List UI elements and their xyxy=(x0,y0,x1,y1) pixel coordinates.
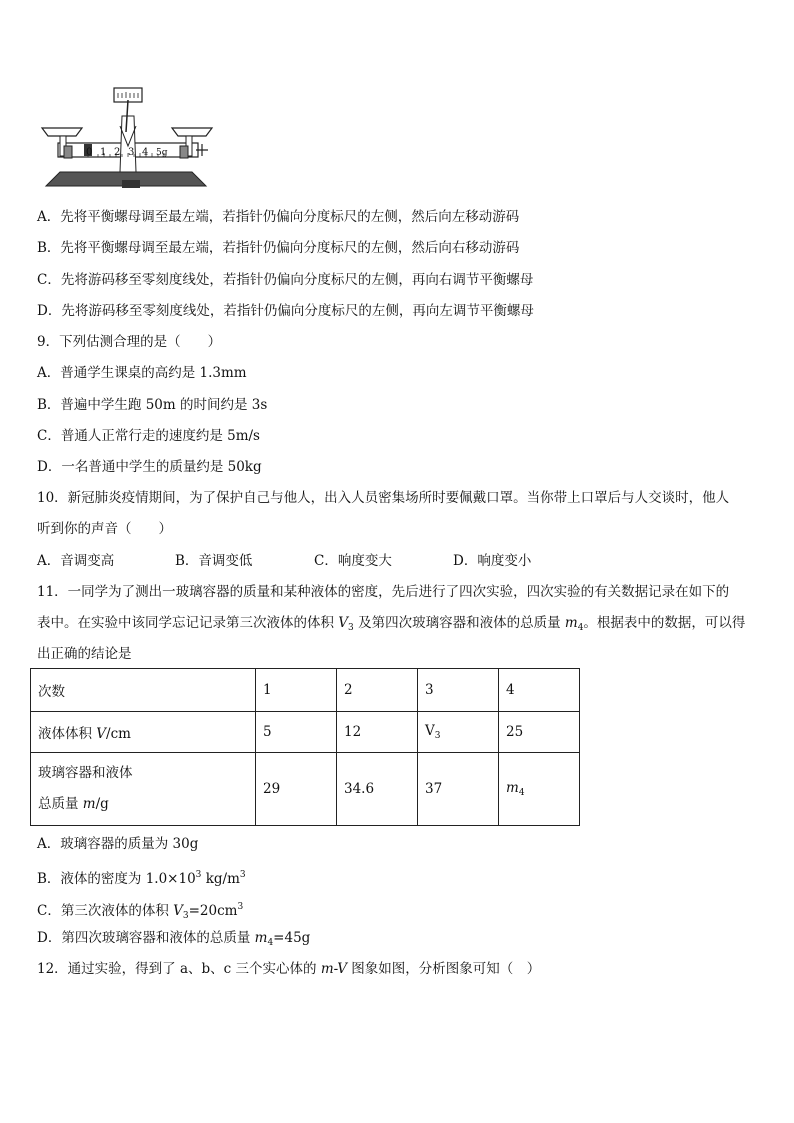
table-cell: 2 xyxy=(337,669,418,712)
table-row-trial xyxy=(31,669,580,712)
q9-stem: 9．下列估测合理的是（ ） xyxy=(37,334,222,350)
q10-option-b: B．音调变低 xyxy=(175,553,253,569)
table-cell: 4 xyxy=(499,669,580,712)
q11-option-c: C．第三次液体的体积 $V_3=20cm^3$ xyxy=(37,902,244,921)
scale-tick-2: 2 xyxy=(114,147,121,158)
q10-option-a: A．音调变高 xyxy=(37,553,115,569)
table-cell: 3 xyxy=(418,669,499,712)
q10-option-c: C．响度变大 xyxy=(314,553,392,569)
q10-stem-line1: 10．新冠肺炎疫情期间，为了保护自己与他人，出入人员密集场所时要佩戴口罩。当你带上口罩后与人交谈时，他人 xyxy=(37,490,730,506)
table-cell: 25 xyxy=(499,712,580,753)
q11-option-a: A．玻璃容器的质量为 30g xyxy=(37,836,199,852)
table-row-volume xyxy=(31,712,580,753)
scale-tick-4: 4 xyxy=(142,147,149,158)
table-cell: $V_3$ xyxy=(418,712,499,753)
q8-option-b: B．先将平衡螺母调至最左端，若指针仍偏向分度标尺的左侧，然后向右移动游码 xyxy=(37,240,520,256)
q11-option-b: B．液体的密度为 $1.0\times 10^3$ $kg/m^3$ xyxy=(37,870,246,887)
table-cell-label: 玻璃容器和液体 总质量 m/g xyxy=(31,753,256,826)
balance-scale-diagram xyxy=(38,86,214,190)
q9-option-a: A．普通学生课桌的高约是 1.3mm xyxy=(37,365,247,381)
q11-option-d: D．第四次玻璃容器和液体的总质量 $m_4=45g$ xyxy=(37,930,311,948)
q10-option-d: D．响度变小 xyxy=(453,553,532,569)
q11-stem-line1: 11．一同学为了测出一玻璃容器的质量和某种液体的密度，先后进行了四次实验，四次实验的有关数据记录在如下的 xyxy=(37,584,730,600)
q12-stem: 12．通过实验，得到了 a、b、c 三个实心体的 m-V 图象如图，分析图象可知（ ） xyxy=(37,961,541,977)
table-cell: $m_4$ xyxy=(499,753,580,826)
table-cell: 37 xyxy=(418,753,499,826)
q8-option-c: C．先将游码移至零刻度线处，若指针仍偏向分度标尺的左侧，再向右调节平衡螺母 xyxy=(37,272,534,288)
q9-option-c: C．普通人正常行走的速度约是 5m/s xyxy=(37,428,260,444)
scale-tick-1: 1 xyxy=(100,147,107,158)
scale-tick-5g: 5g xyxy=(156,148,168,158)
q8-option-a: A．先将平衡螺母调至最左端，若指针仍偏向分度标尺的左侧，然后向左移动游码 xyxy=(37,209,520,225)
q10-stem-line2: 听到你的声音（ ） xyxy=(37,521,172,537)
table-cell-label: 液体体积 V/cm xyxy=(31,712,256,753)
q9-option-b: B．普遍中学生跑 50m 的时间约是 3s xyxy=(37,397,268,413)
table-cell: 12 xyxy=(337,712,418,753)
q9-option-d: D．一名普通中学生的质量约是 50kg xyxy=(37,459,262,475)
scale-tick-3: 3 xyxy=(128,147,135,158)
q11-stem-line3: 出正确的结论是 xyxy=(37,646,132,662)
q10-options xyxy=(37,552,557,570)
table-row-mass xyxy=(31,753,580,826)
scale-tick-0: 0 xyxy=(86,147,93,158)
q11-data-table xyxy=(30,668,580,826)
table-cell: 34.6 xyxy=(337,753,418,826)
table-cell: 次数 xyxy=(31,669,256,712)
table-cell: 1 xyxy=(256,669,337,712)
table-cell: 29 xyxy=(256,753,337,826)
q11-stem-line2: 表中。在实验中该同学忘记记录第三次液体的体积 $V_3$ 及第四次玻璃容器和液体的总质量 $m_4$。根据表中的数据，可以得 xyxy=(37,615,746,633)
q8-option-d: D．先将游码移至零刻度线处，若指针仍偏向分度标尺的左侧，再向左调节平衡螺母 xyxy=(37,303,534,319)
table-cell: 5 xyxy=(256,712,337,753)
